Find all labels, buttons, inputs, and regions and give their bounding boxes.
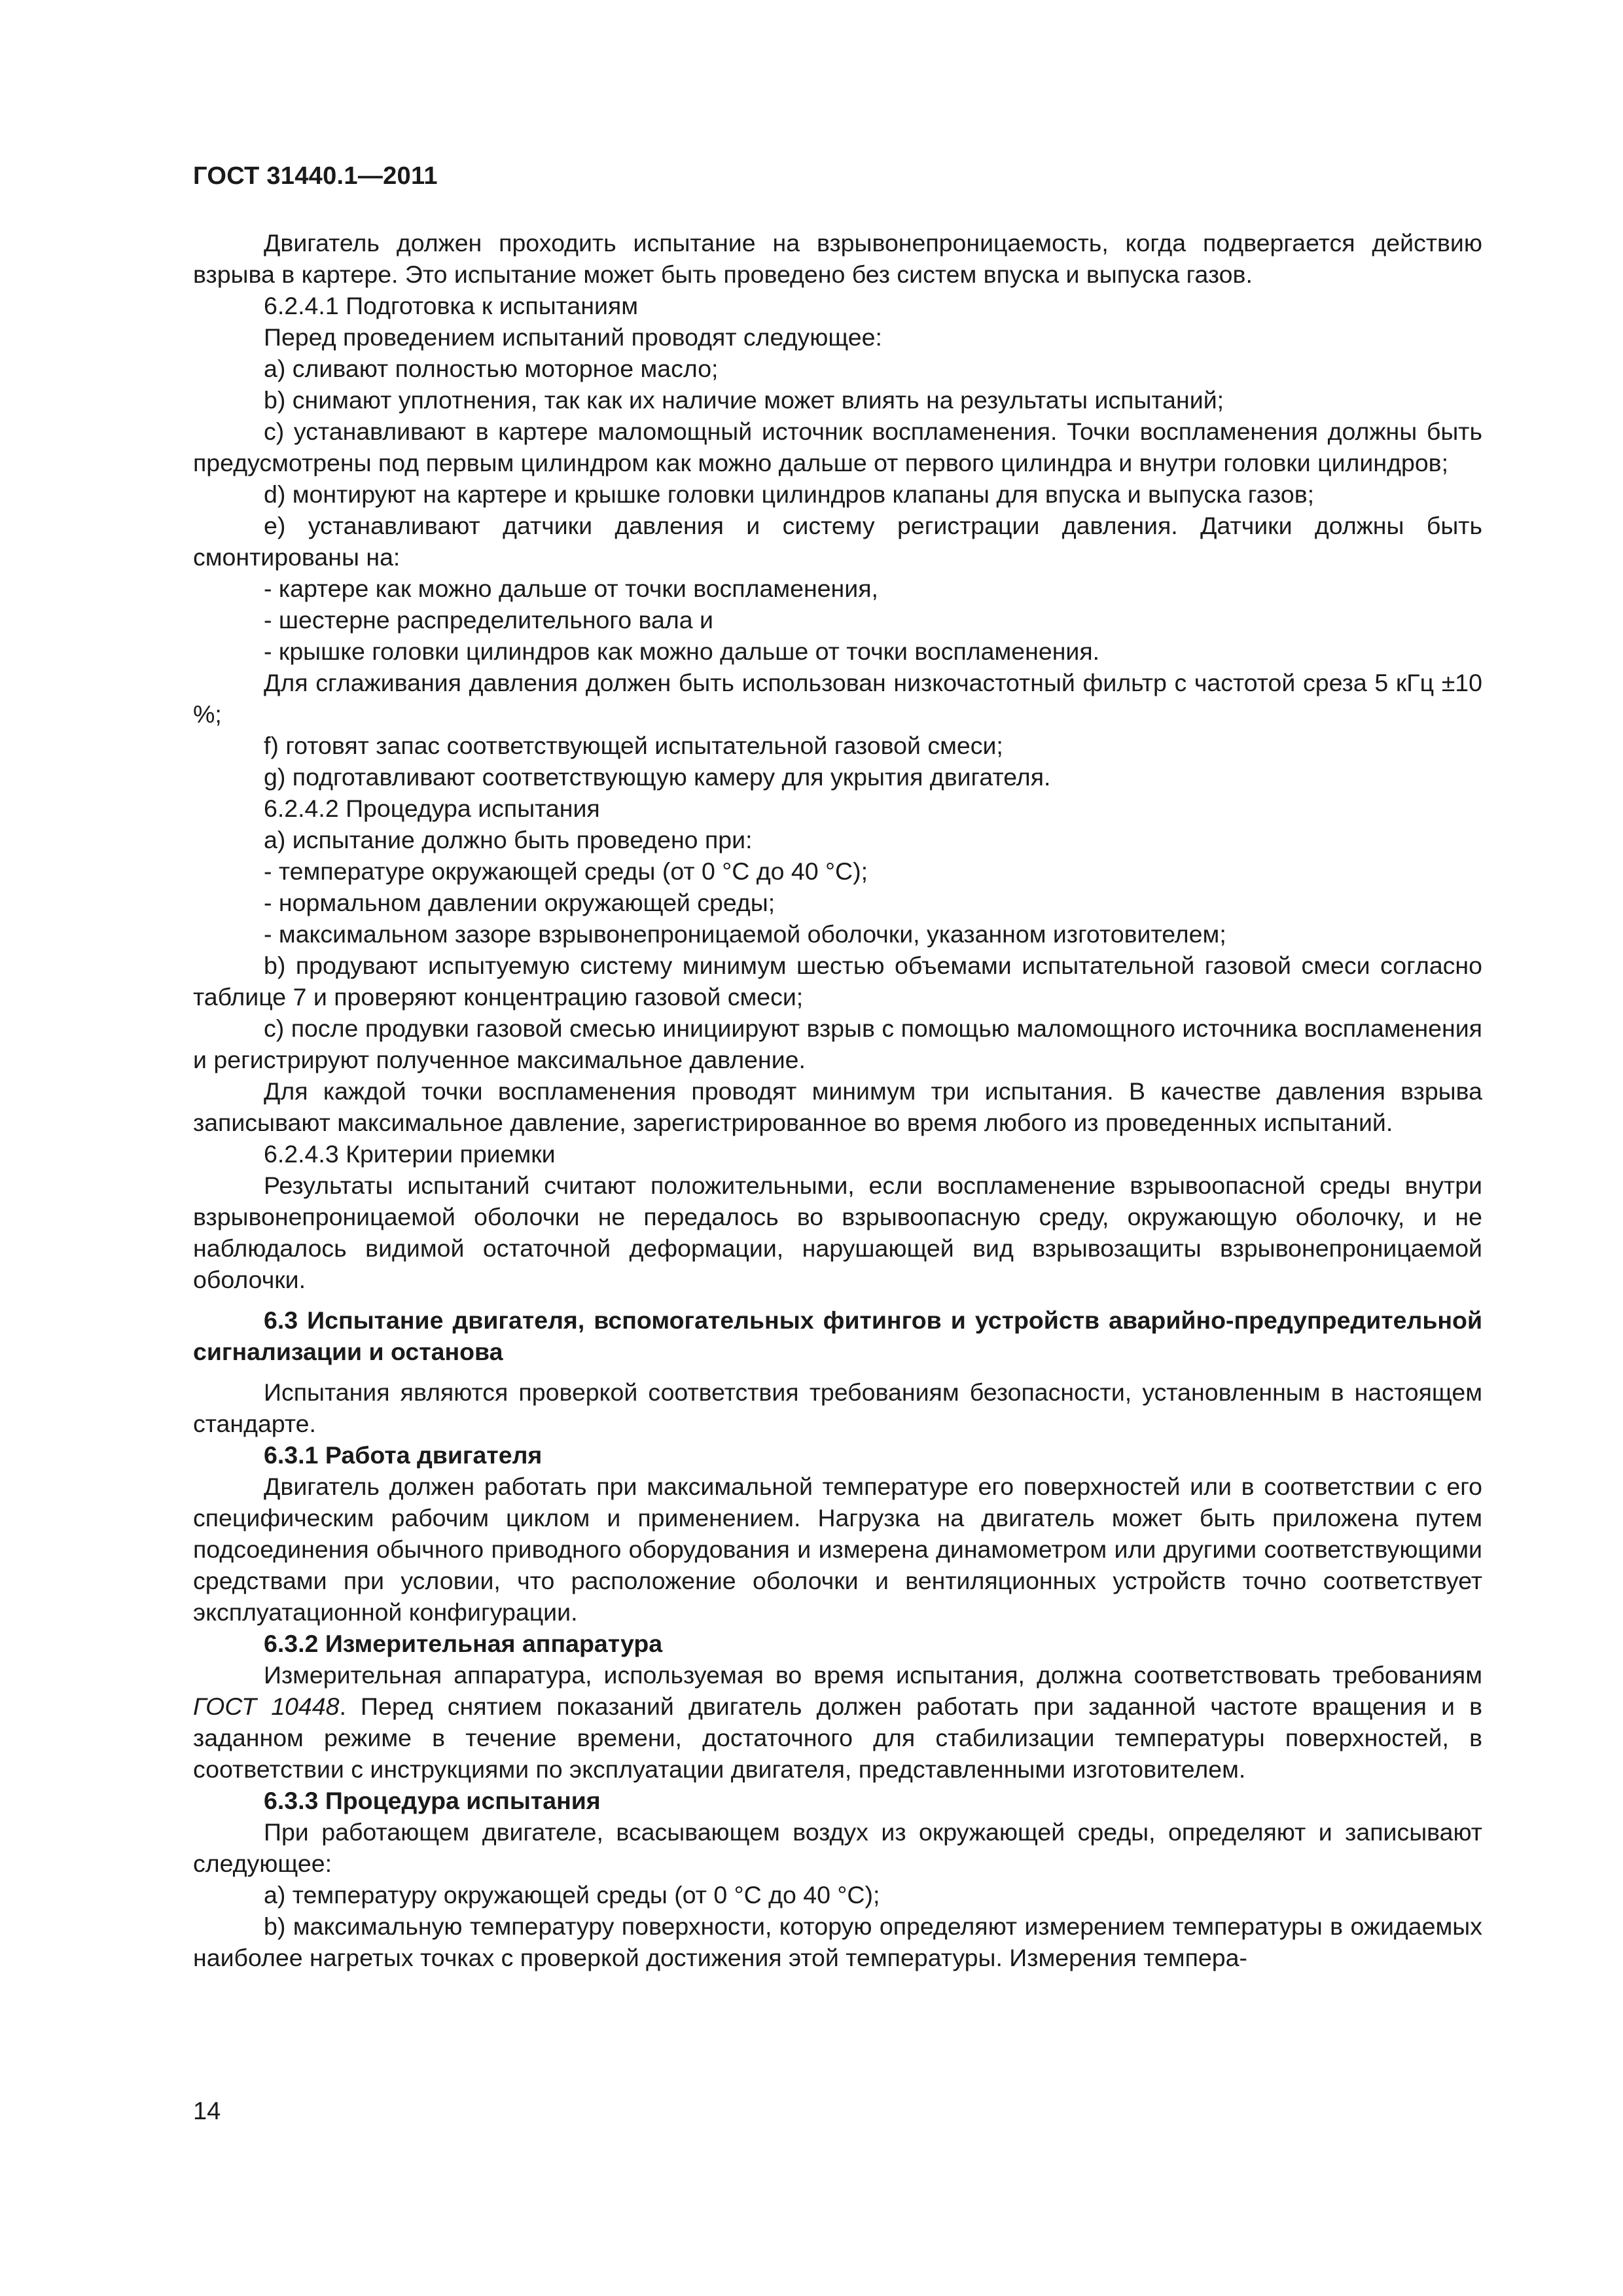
dash-list-item: - максимальном зазоре взрывонепроницаемой оболочки, указанном изготовителем; — [264, 920, 1226, 948]
list-item: b) продувают испытуемую систему минимум шестью объемами испытательной газовой смеси согласно таблице 7 и проверяют концентрацию газовой смеси; — [193, 952, 1482, 1011]
list-item: a) испытание должно быть проведено при: — [264, 826, 753, 853]
paragraph-text: Измерительная аппаратура, используемая во время испытания, должна соответствовать требованиям — [264, 1661, 1482, 1689]
dash-list-item: - картере как можно дальше от точки воспламенения, — [264, 575, 878, 602]
dash-list-item: - шестерне распределительного вала и — [264, 606, 713, 634]
list-item: e) устанавливают датчики давления и систему регистрации давления. Датчики должны быть смонтированы на: — [193, 512, 1482, 571]
list-item: a) температуру окружающей среды (от 0 °С до 40 °С); — [264, 1881, 880, 1909]
dash-list-item: - температуре окружающей среды (от 0 °С до 40 °С); — [264, 857, 868, 885]
subsection-title: 6.2.4.2 Процедура испытания — [264, 795, 600, 822]
list-item: c) после продувки газовой смесью инициируют взрыв с помощью маломощного источника воспламенения и регистрируют полученное максимальное давление. — [193, 1014, 1482, 1073]
subsection-heading: 6.3.3 Процедура испытания — [264, 1787, 601, 1814]
list-item: f) готовят запас соответствующей испытательной газовой смеси; — [264, 732, 1003, 759]
list-item: a) сливают полностью моторное масло; — [264, 355, 719, 382]
list-item: c) устанавливают в картере маломощный источник воспламенения. Точки воспламенения должны быть предусмотрены под первым цилиндром как можно дальше от первого цилиндра и внутри головки цилиндров; — [193, 418, 1482, 476]
page-body — [193, 227, 1482, 1973]
paragraph: Для сглаживания давления должен быть использован низкочастотный фильтр с частотой среза 5 кГц ±10 %; — [193, 669, 1482, 728]
page-number: 14 — [193, 2098, 221, 2125]
subsection-title: 6.2.4.3 Критерии приемки — [264, 1140, 556, 1168]
paragraph: Для каждой точки воспламенения проводят минимум три испытания. В качестве давления взрыва записывают максимальное давление, зарегистрированное во время любого из проведенных испытаний. — [193, 1077, 1482, 1136]
paragraph-text: . Перед снятием показаний двигатель должен работать при заданной частоте вращения и в заданном режиме в течение времени, достаточного для стабилизации температуры поверхностей, в соответствии с инструкциями по эксплуатации двигателя, представленными изготовителем. — [193, 1693, 1482, 1783]
paragraph: При работающем двигателе, всасывающем воздух из окружающей среды, определяют и записывают следующее: — [193, 1818, 1482, 1877]
subsection-heading: 6.3.2 Измерительная аппаратура — [264, 1630, 663, 1657]
subsection-title: 6.2.4.1 Подготовка к испытаниям — [264, 292, 639, 319]
paragraph — [193, 1659, 1482, 1785]
paragraph: Перед проведением испытаний проводят следующее: — [264, 323, 882, 351]
list-item: b) максимальную температуру поверхности, которую определяют измерением температуры в ожидаемых наиболее нагретых точках с проверкой достижения этой температуры. Измерения темпера- — [193, 1912, 1482, 1971]
paragraph: Результаты испытаний считают положительными, если воспламенение взрывоопасной среды внутри взрывонепроницаемой оболочки не передалось во взрывоопасную среду, окружающую оболочку, и не наблюдалось видимой остаточной деформации, нарушающей вид взрывозащиты взрывонепроницаемой оболочки. — [193, 1172, 1482, 1293]
list-item: d) монтируют на картере и крышке головки цилиндров клапаны для впуска и выпуска газов; — [264, 480, 1315, 508]
dash-list-item: - крышке головки цилиндров как можно дальше от точки воспламенения. — [264, 637, 1100, 665]
dash-list-item: - нормальном давлении окружающей среды; — [264, 889, 776, 916]
standard-reference: ГОСТ 10448 — [193, 1693, 340, 1720]
paragraph: Двигатель должен работать при максимальной температуре его поверхностей или в соответствии с его специфическим рабочим циклом и применением. Нагрузка на двигатель может быть приложена путем подсоединения обычного приводного оборудования и измерена динамометром или другими соответствующими средствами при условии, что расположение оболочки и вентиляционных устройств точно соответствует эксплуатационной конфигурации. — [193, 1473, 1482, 1626]
paragraph: Двигатель должен проходить испытание на взрывонепроницаемость, когда подвергается действию взрыва в картере. Это испытание может быть проведено без систем впуска и выпуска газов. — [193, 229, 1482, 288]
paragraph: Испытания являются проверкой соответствия требованиям безопасности, установленным в настоящем стандарте. — [193, 1378, 1482, 1437]
section-heading: 6.3 Испытание двигателя, вспомогательных фитингов и устройств аварийно-предупредительной сигнализации и останова — [193, 1306, 1482, 1365]
subsection-heading: 6.3.1 Работа двигателя — [264, 1441, 543, 1469]
list-item: g) подготавливают соответствующую камеру для укрытия двигателя. — [264, 763, 1051, 791]
list-item: b) снимают уплотнения, так как их наличие может влиять на результаты испытаний; — [264, 386, 1224, 414]
standard-designation: ГОСТ 31440.1—2011 — [193, 162, 438, 190]
